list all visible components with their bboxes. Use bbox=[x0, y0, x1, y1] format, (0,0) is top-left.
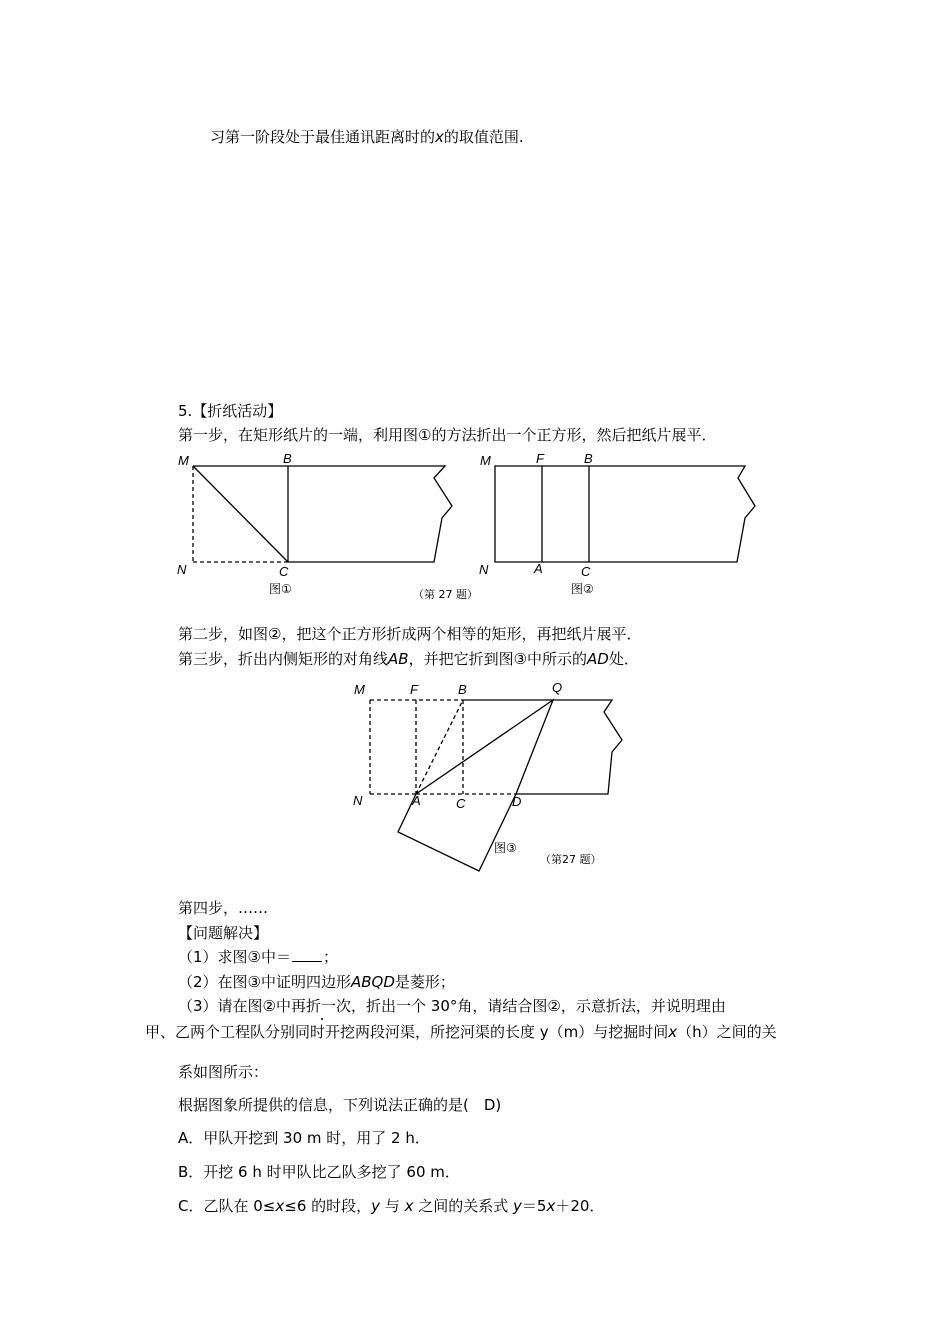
fig1-label-M: M bbox=[178, 453, 189, 468]
question-1 bbox=[178, 947, 338, 967]
next-line1-a: 甲、乙两个工程队分别同时开挖两段河渠，所挖河渠的长度 y（m）与挖掘时间 bbox=[145, 1023, 669, 1041]
problem5-title: 5.【折纸活动】 bbox=[178, 402, 283, 420]
part1-prefix: 习第一阶段处于最佳通讯距离时的 bbox=[210, 128, 436, 146]
figure-3 bbox=[370, 700, 622, 871]
figure-1 bbox=[193, 466, 452, 562]
fig3-label-F: F bbox=[410, 682, 418, 697]
q3-part-a: （3）请在图②中 bbox=[178, 997, 291, 1015]
fig1-caption: 图① bbox=[269, 582, 292, 596]
optc-x2: x bbox=[404, 1197, 414, 1215]
part1-suffix: 的取值范围. bbox=[443, 128, 524, 146]
optc-y1: y bbox=[371, 1197, 381, 1215]
fig1-label-N: N bbox=[177, 562, 187, 577]
q3-part-b: ，折出一个 30°角，请结合图②，示意折法，并说明理由 bbox=[351, 997, 726, 1015]
step3-text bbox=[178, 649, 639, 669]
fig2-label-N: N bbox=[479, 562, 489, 577]
optc-e: ＝5 bbox=[521, 1197, 547, 1215]
solve-title: 【问题解决】 bbox=[178, 924, 269, 942]
next-line-3: 根据图象所提供的信息，下列说法正确的是( D) bbox=[178, 1096, 502, 1114]
option-b: B．开挖 6 h 时甲队比乙队多挖了 60 m． bbox=[178, 1163, 460, 1181]
optc-b: ≤6 的时段， bbox=[284, 1197, 372, 1215]
step3-var-AD: AD bbox=[587, 650, 609, 668]
option-a: A．甲队开挖到 30 m 时，用了 2 h． bbox=[178, 1129, 430, 1147]
fig3-caption: 图③ bbox=[494, 841, 517, 855]
q2-suffix: 是菱形； bbox=[394, 973, 455, 991]
figure-2 bbox=[495, 466, 755, 562]
part1-var: x bbox=[435, 128, 444, 146]
fig3-label-Q: Q bbox=[552, 680, 563, 695]
fig1-fold-diagonal bbox=[193, 466, 288, 562]
step3-var-AB: AB bbox=[388, 650, 409, 668]
optc-f: ＋20． bbox=[555, 1197, 605, 1215]
optc-c: 与 bbox=[380, 1197, 405, 1215]
next-line1-b: （h）之间的关 bbox=[677, 1023, 777, 1041]
fig3-fold-lines bbox=[416, 700, 553, 794]
step2-text: 第二步，如图②，把这个正方形折成两个相等的矩形，再把纸片展平． bbox=[178, 625, 642, 643]
fig3-label-D: D bbox=[512, 794, 522, 809]
fig3-label-A: A bbox=[412, 793, 421, 808]
fig1-label-B: B bbox=[283, 451, 292, 466]
q2-var: ABQD bbox=[351, 973, 395, 991]
optc-a: C．乙队在 0≤ bbox=[178, 1197, 276, 1215]
shared-caption: （第 27 题） bbox=[413, 588, 478, 601]
fig3-caption-2: （第27 题） bbox=[540, 853, 602, 866]
question-2 bbox=[178, 972, 455, 992]
step3-prefix: 第三步，折出内侧矩形的对角线 bbox=[178, 650, 389, 668]
question-3 bbox=[178, 996, 726, 1016]
fig2-label-F: F bbox=[536, 451, 544, 466]
optc-d: 之间的关系式 bbox=[413, 1197, 514, 1215]
fig3-paper-outline bbox=[463, 700, 622, 794]
fig1-label-C: C bbox=[279, 564, 289, 579]
fig3-folded-flap bbox=[398, 794, 516, 871]
optc-x3: x bbox=[546, 1197, 556, 1215]
step4-text: 第四步，…… bbox=[178, 899, 269, 917]
step3-suffix: 处． bbox=[608, 650, 639, 668]
q1-suffix: ； bbox=[323, 948, 339, 966]
fig3-label-N: N bbox=[353, 793, 363, 808]
q3-emphasis: 再折一次 bbox=[291, 997, 352, 1015]
next-line-1 bbox=[145, 1022, 777, 1042]
option-c bbox=[178, 1196, 604, 1216]
optc-x1: x bbox=[275, 1197, 285, 1215]
next-line-2: 系如图所示： bbox=[178, 1063, 269, 1081]
q2-prefix: （2）在图③中证明四边形 bbox=[178, 973, 351, 991]
q1-prefix: （1）求图③中＝ bbox=[178, 948, 291, 966]
next-line1-var: x bbox=[668, 1023, 678, 1041]
fig2-label-C: C bbox=[581, 564, 591, 579]
fig2-label-A: A bbox=[534, 561, 543, 576]
step3-mid: ，并把它折到图③中所示的 bbox=[408, 650, 588, 668]
fig1-paper-outline bbox=[193, 466, 452, 562]
fig2-label-B: B bbox=[584, 451, 593, 466]
step1-text: 第一步，在矩形纸片的一端，利用图①的方法折出一个正方形，然后把纸片展平． bbox=[178, 426, 717, 444]
fig2-label-M: M bbox=[480, 453, 491, 468]
fig2-caption: 图② bbox=[571, 582, 594, 596]
optc-y2: y bbox=[513, 1197, 522, 1215]
fig3-label-C: C bbox=[456, 796, 466, 811]
fig3-dashed-AB bbox=[416, 700, 463, 794]
part1-text bbox=[210, 127, 524, 147]
fig2-paper-outline bbox=[495, 466, 755, 562]
fig3-label-M: M bbox=[354, 682, 365, 697]
q1-answer-blank[interactable] bbox=[292, 947, 322, 962]
fig3-label-B: B bbox=[458, 682, 467, 697]
